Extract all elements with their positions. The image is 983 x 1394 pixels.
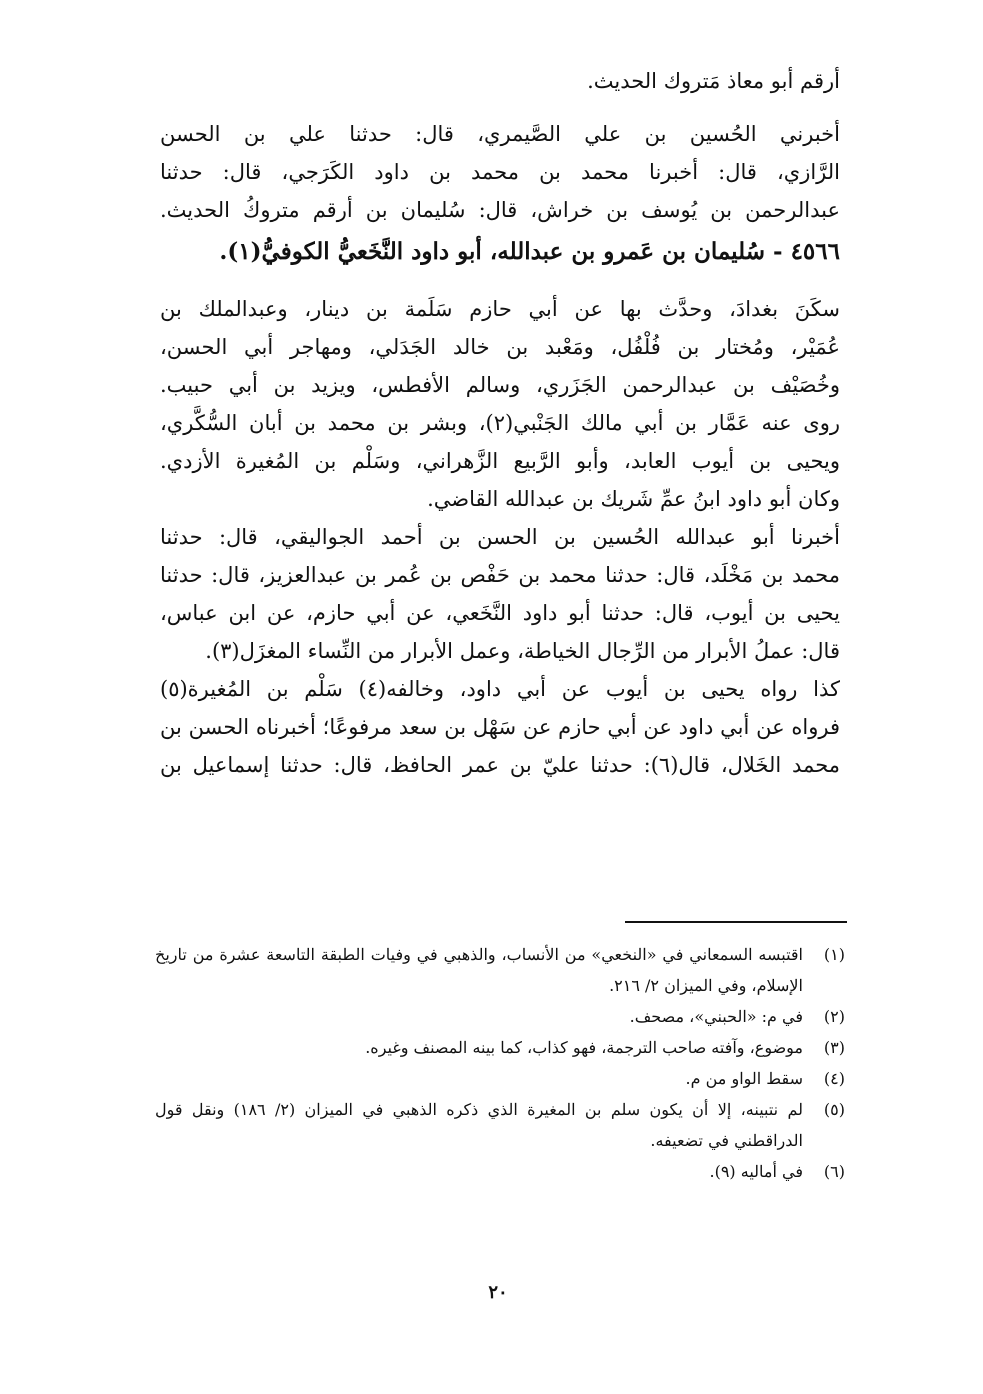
text-line: ويحيى بن أيوب العابد، وأبو الرَّبيع الزَّهراني، وسَلْم بن المُغيرة الأزدي. [160, 449, 840, 473]
text-line: عبدالرحمن بن يُوسف بن خراش، قال: سُليمان بن أرقم متروكُ الحديث. [160, 198, 840, 222]
text-line: وخُصَيْف بن عبدالرحمن الجَزَري، وسالم الأفطس، ويزيد بن أبي حبيب. [160, 373, 840, 397]
footnote-text: اقتبسه السمعاني في «النخعي» من الأنساب، والذهبي في وفيات الطبقة التاسعة عشرة من تاريخ الإسلام، وفي الميزان ٢/ ٢١٦. [155, 945, 803, 995]
footnote [155, 939, 845, 1001]
text-line: روى عنه عَمَّار بن أبي مالك الجَنْبي(٢)، وبشر بن محمد بن أبان السُّكَّري، [160, 411, 840, 435]
text-line: الرَّازي، قال: أخبرنا محمد بن محمد بن داود الكَرَجي، قال: حدثنا [160, 160, 840, 184]
text-line: قال: عملُ الأبرار من الرِّجال الخياطة، وعمل الأبرار من النِّساء المغزَل(٣). [205, 639, 840, 663]
footnote [155, 1032, 845, 1063]
footnote-text: في م: «الحبني»، مصحف. [629, 1007, 803, 1026]
footnote [155, 1001, 845, 1032]
entry-heading: ٤٥٦٦ - سُليمان بن عَمرو بن عبدالله، أبو داود النَّخَعيُّ الكوفيُّ(١). [219, 238, 840, 265]
footnote-number: (٣) [823, 1038, 845, 1057]
footnote-number: (٢) [823, 1007, 845, 1026]
footnotes [155, 939, 845, 1187]
text-line: محمد بن مَخْلَد، قال: حدثنا محمد بن حَفْص بن عُمر بن عبدالعزيز، قال: حدثنا [160, 563, 840, 587]
main-text [160, 62, 840, 784]
text-line: أخبرنا أبو عبدالله الحُسين بن الحسن بن أحمد الجواليقي، قال: حدثنا [160, 525, 840, 549]
text-line: كذا رواه يحيى بن أيوب عن أبي داود، وخالفه(٤) سَلْم بن المُغيرة(٥) [160, 677, 840, 701]
text-line: أرقم أبو معاذ مَتروك الحديث. [587, 69, 840, 93]
footnote [155, 1156, 845, 1187]
text-line: يحيى بن أيوب، قال: حدثنا أبو داود النَّخَعي، عن أبي حازم، عن ابن عباس، [160, 601, 840, 625]
text-line: عُمَيْر، ومُختار بن فُلْفُل، ومَعْبد بن خالد الجَدَلي، ومهاجر أبي الحسن، [160, 335, 840, 359]
footnote-text: سقط الواو من م. [685, 1069, 803, 1088]
page-number: ٢٠ [488, 1282, 508, 1303]
text-line: وكان أبو داود ابنُ عمِّ شَريك بن عبدالله القاضي. [427, 487, 840, 511]
footnote-number: (٥) [823, 1100, 845, 1119]
footnote [155, 1063, 845, 1094]
text-line: أخبرني الحُسين بن علي الصَّيمري، قال: حدثنا علي بن الحسن [160, 122, 840, 146]
text-line: محمد الخَلال، قال(٦): حدثنا عليّ بن عمر الحافظ، قال: حدثنا إسماعيل بن [160, 753, 840, 777]
footnote-number: (١) [823, 945, 845, 964]
footnote-text: في أماليه (٩). [709, 1162, 803, 1181]
footnote-text: موضوع، وآفته صاحب الترجمة، فهو كذاب، كما بينه المصنف وغيره. [365, 1038, 803, 1057]
footnote-text: لم نتبينه، إلا أن يكون سلم بن المغيرة الذي ذكره الذهبي في الميزان (٢/ ١٨٦) ونقل قول الدراقطني في تضعيفه. [155, 1100, 803, 1150]
footnote-divider [625, 921, 847, 923]
footnote-number: (٦) [823, 1162, 845, 1181]
text-line: فرواه عن أبي داود عن أبي حازم عن سَهْل بن سعد مرفوعًا؛ أخبرناه الحسن بن [160, 715, 840, 739]
footnote-number: (٤) [823, 1069, 845, 1088]
footnote [155, 1094, 845, 1156]
text-line: سكَنَ بغدادَ، وحدَّث بها عن أبي حازم سَلَمة بن دينار، وعبدالملك بن [160, 297, 840, 321]
